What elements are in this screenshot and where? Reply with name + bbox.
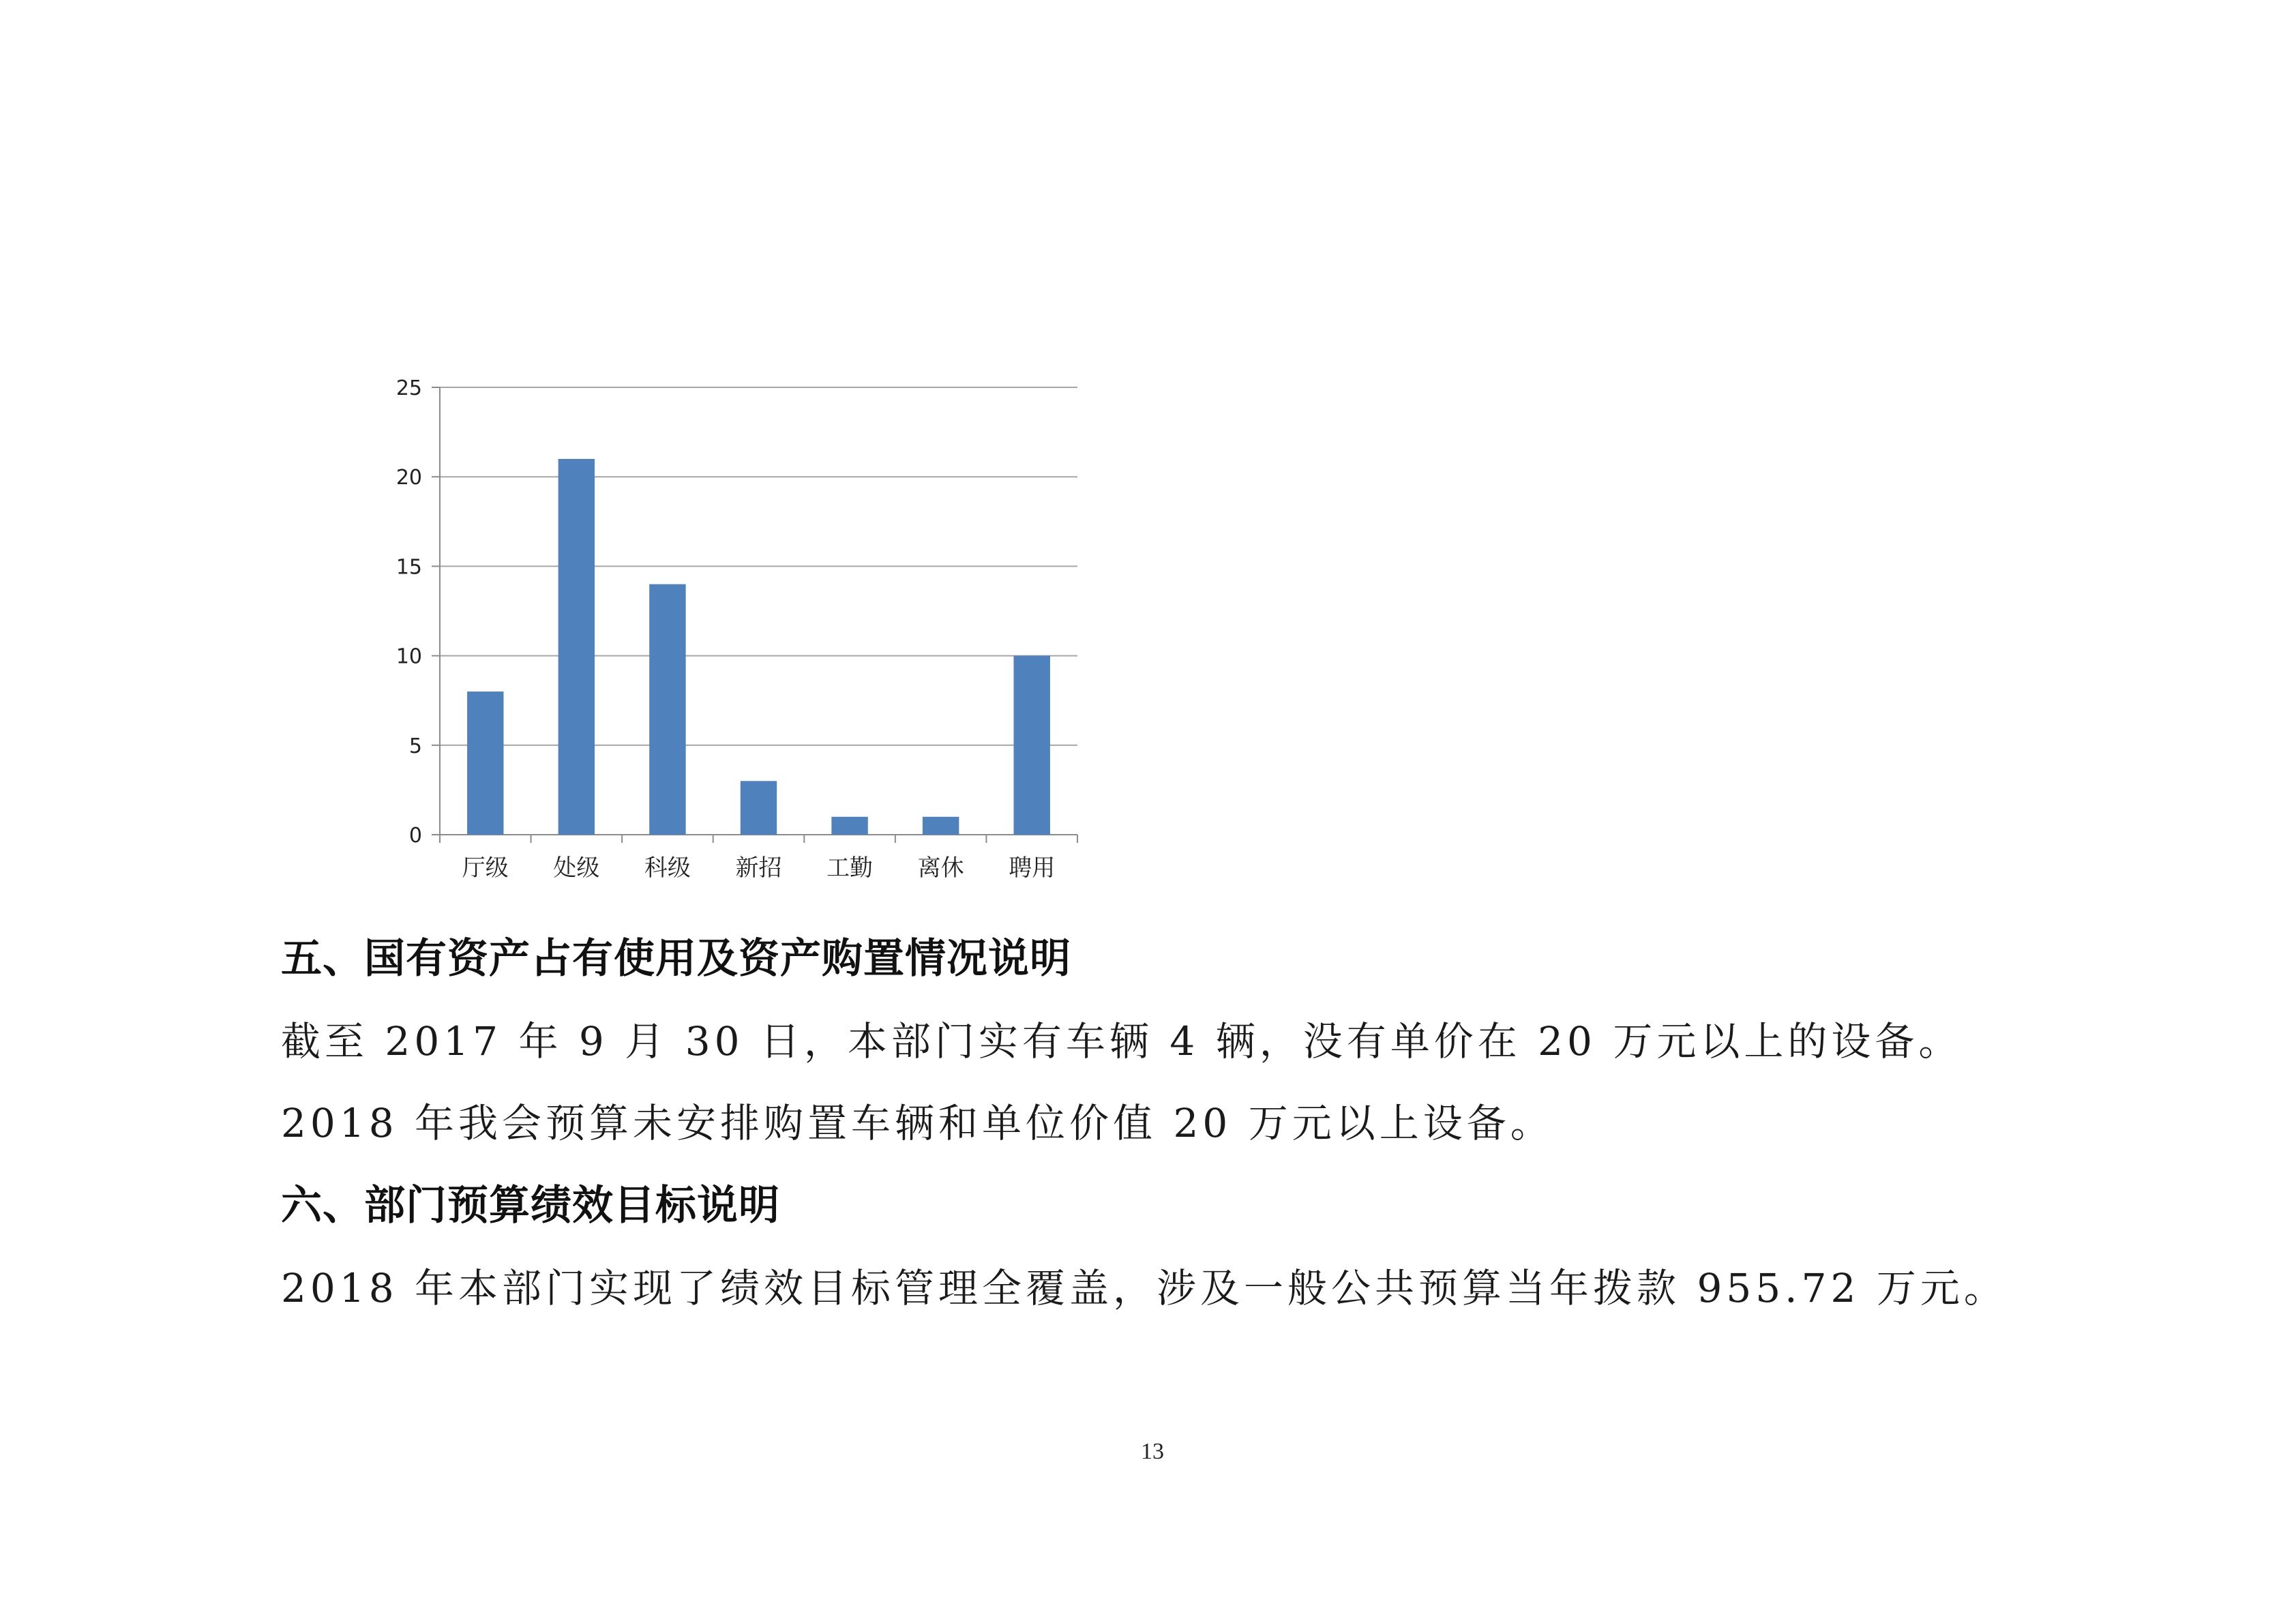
- section-heading-performance: 六、部门预算绩效目标说明: [281, 1182, 780, 1230]
- y-tick-label: 15: [396, 555, 422, 580]
- x-category-label: 处级: [553, 854, 600, 882]
- x-category-label: 工勤: [826, 854, 874, 882]
- paragraph-vehicles-2017: 截至 2017 年 9 月 30 日，本部门实有车辆 4 辆，没有单价在 20 万元以上的设备。: [281, 1018, 1963, 1064]
- y-tick-label: 25: [396, 376, 422, 400]
- x-category-label: 新招: [735, 854, 782, 882]
- section-heading-assets: 五、国有资产占有使用及资产购置情况说明: [281, 935, 1071, 983]
- x-category-label: 厅级: [462, 854, 509, 882]
- bar-2: [558, 459, 595, 835]
- staff-level-bar-chart: [368, 361, 1118, 893]
- y-tick-label: 10: [396, 644, 422, 669]
- y-tick-label: 20: [396, 466, 422, 490]
- x-category-label: 离休: [917, 854, 964, 882]
- bar-5: [831, 817, 867, 835]
- bar-7: [1014, 656, 1050, 835]
- x-category-label: 科级: [644, 854, 691, 882]
- x-category-label: 聘用: [1009, 854, 1056, 882]
- bar-6: [923, 817, 959, 835]
- y-tick-label: 0: [408, 824, 422, 848]
- y-tick-label: 5: [408, 734, 422, 758]
- bar-4: [741, 781, 777, 835]
- paragraph-purchase-2018: 2018 年我会预算未安排购置车辆和单位价值 20 万元以上设备。: [281, 1100, 1554, 1146]
- bar-1: [467, 691, 503, 835]
- paragraph-performance-2018: 2018 年本部门实现了绩效目标管理全覆盖，涉及一般公共预算当年拨款 955.72 万元。: [281, 1265, 2008, 1311]
- bar-3: [649, 584, 685, 835]
- page-number: 13: [1141, 1439, 1164, 1464]
